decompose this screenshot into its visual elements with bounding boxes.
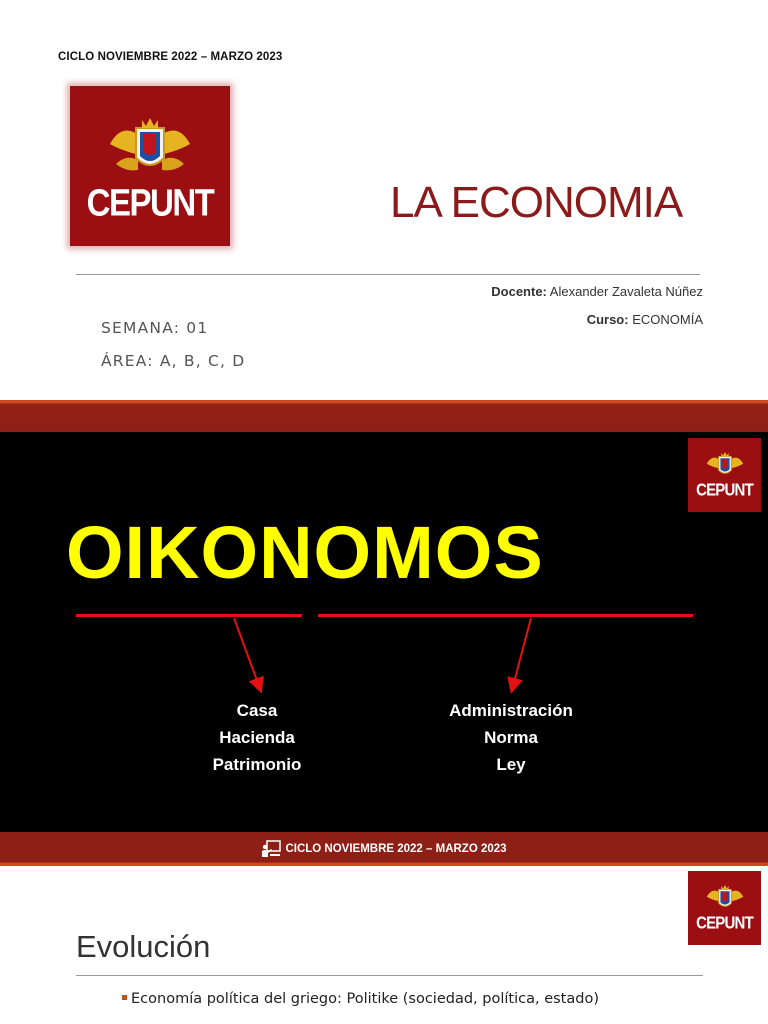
presenter-icon [261, 840, 281, 858]
logo-text: CEPUNT [696, 480, 753, 501]
cepunt-logo [70, 86, 230, 246]
curso-value: ECONOMÍA [632, 312, 703, 327]
footer-cycle-text: CICLO NOVIEMBRE 2022 – MARZO 2023 [285, 843, 507, 855]
oikonomos-word: OIKONOMOS [66, 511, 544, 594]
crest-icon [703, 883, 747, 915]
docente-value: Alexander Zavaleta Núñez [549, 284, 703, 299]
slide-title: Evolución [76, 929, 211, 964]
bullet-item [122, 991, 599, 1007]
divider [76, 274, 700, 275]
term-ley: Ley [496, 755, 526, 774]
slide-footer-bar [0, 832, 768, 866]
term-hacienda: Hacienda [219, 728, 295, 747]
cepunt-logo-small [688, 871, 761, 945]
arrow-left [234, 618, 259, 686]
cepunt-logo-small [688, 438, 761, 512]
terms-left [182, 697, 332, 778]
term-norma: Norma [484, 728, 538, 747]
arrows [0, 600, 768, 700]
crest-icon [703, 450, 747, 482]
semana-text: SEMANA: 01 [101, 319, 209, 337]
logo-text: CEPUNT [86, 181, 214, 224]
docente-label: Docente: [491, 284, 547, 299]
terms-right [411, 697, 611, 778]
bullet-square-icon [122, 995, 127, 1000]
curso-label: Curso: [586, 312, 629, 327]
area-text: ÁREA: A, B, C, D [101, 352, 246, 370]
term-administracion: Administración [449, 701, 573, 720]
divider [76, 975, 703, 976]
crest-icon [102, 114, 198, 184]
docente-line [491, 284, 703, 299]
slide-top-bar [0, 400, 768, 432]
cycle-header: CICLO NOVIEMBRE 2022 – MARZO 2023 [58, 51, 283, 63]
logo-text: CEPUNT [696, 913, 753, 934]
bullet-text: Economía política del griego: Politike (sociedad, política, estado) [131, 991, 599, 1007]
term-casa: Casa [236, 701, 278, 720]
term-patrimonio: Patrimonio [212, 755, 302, 774]
page-title: LA ECONOMIA [390, 178, 683, 227]
arrow-right [513, 618, 531, 686]
curso-line [587, 312, 703, 327]
